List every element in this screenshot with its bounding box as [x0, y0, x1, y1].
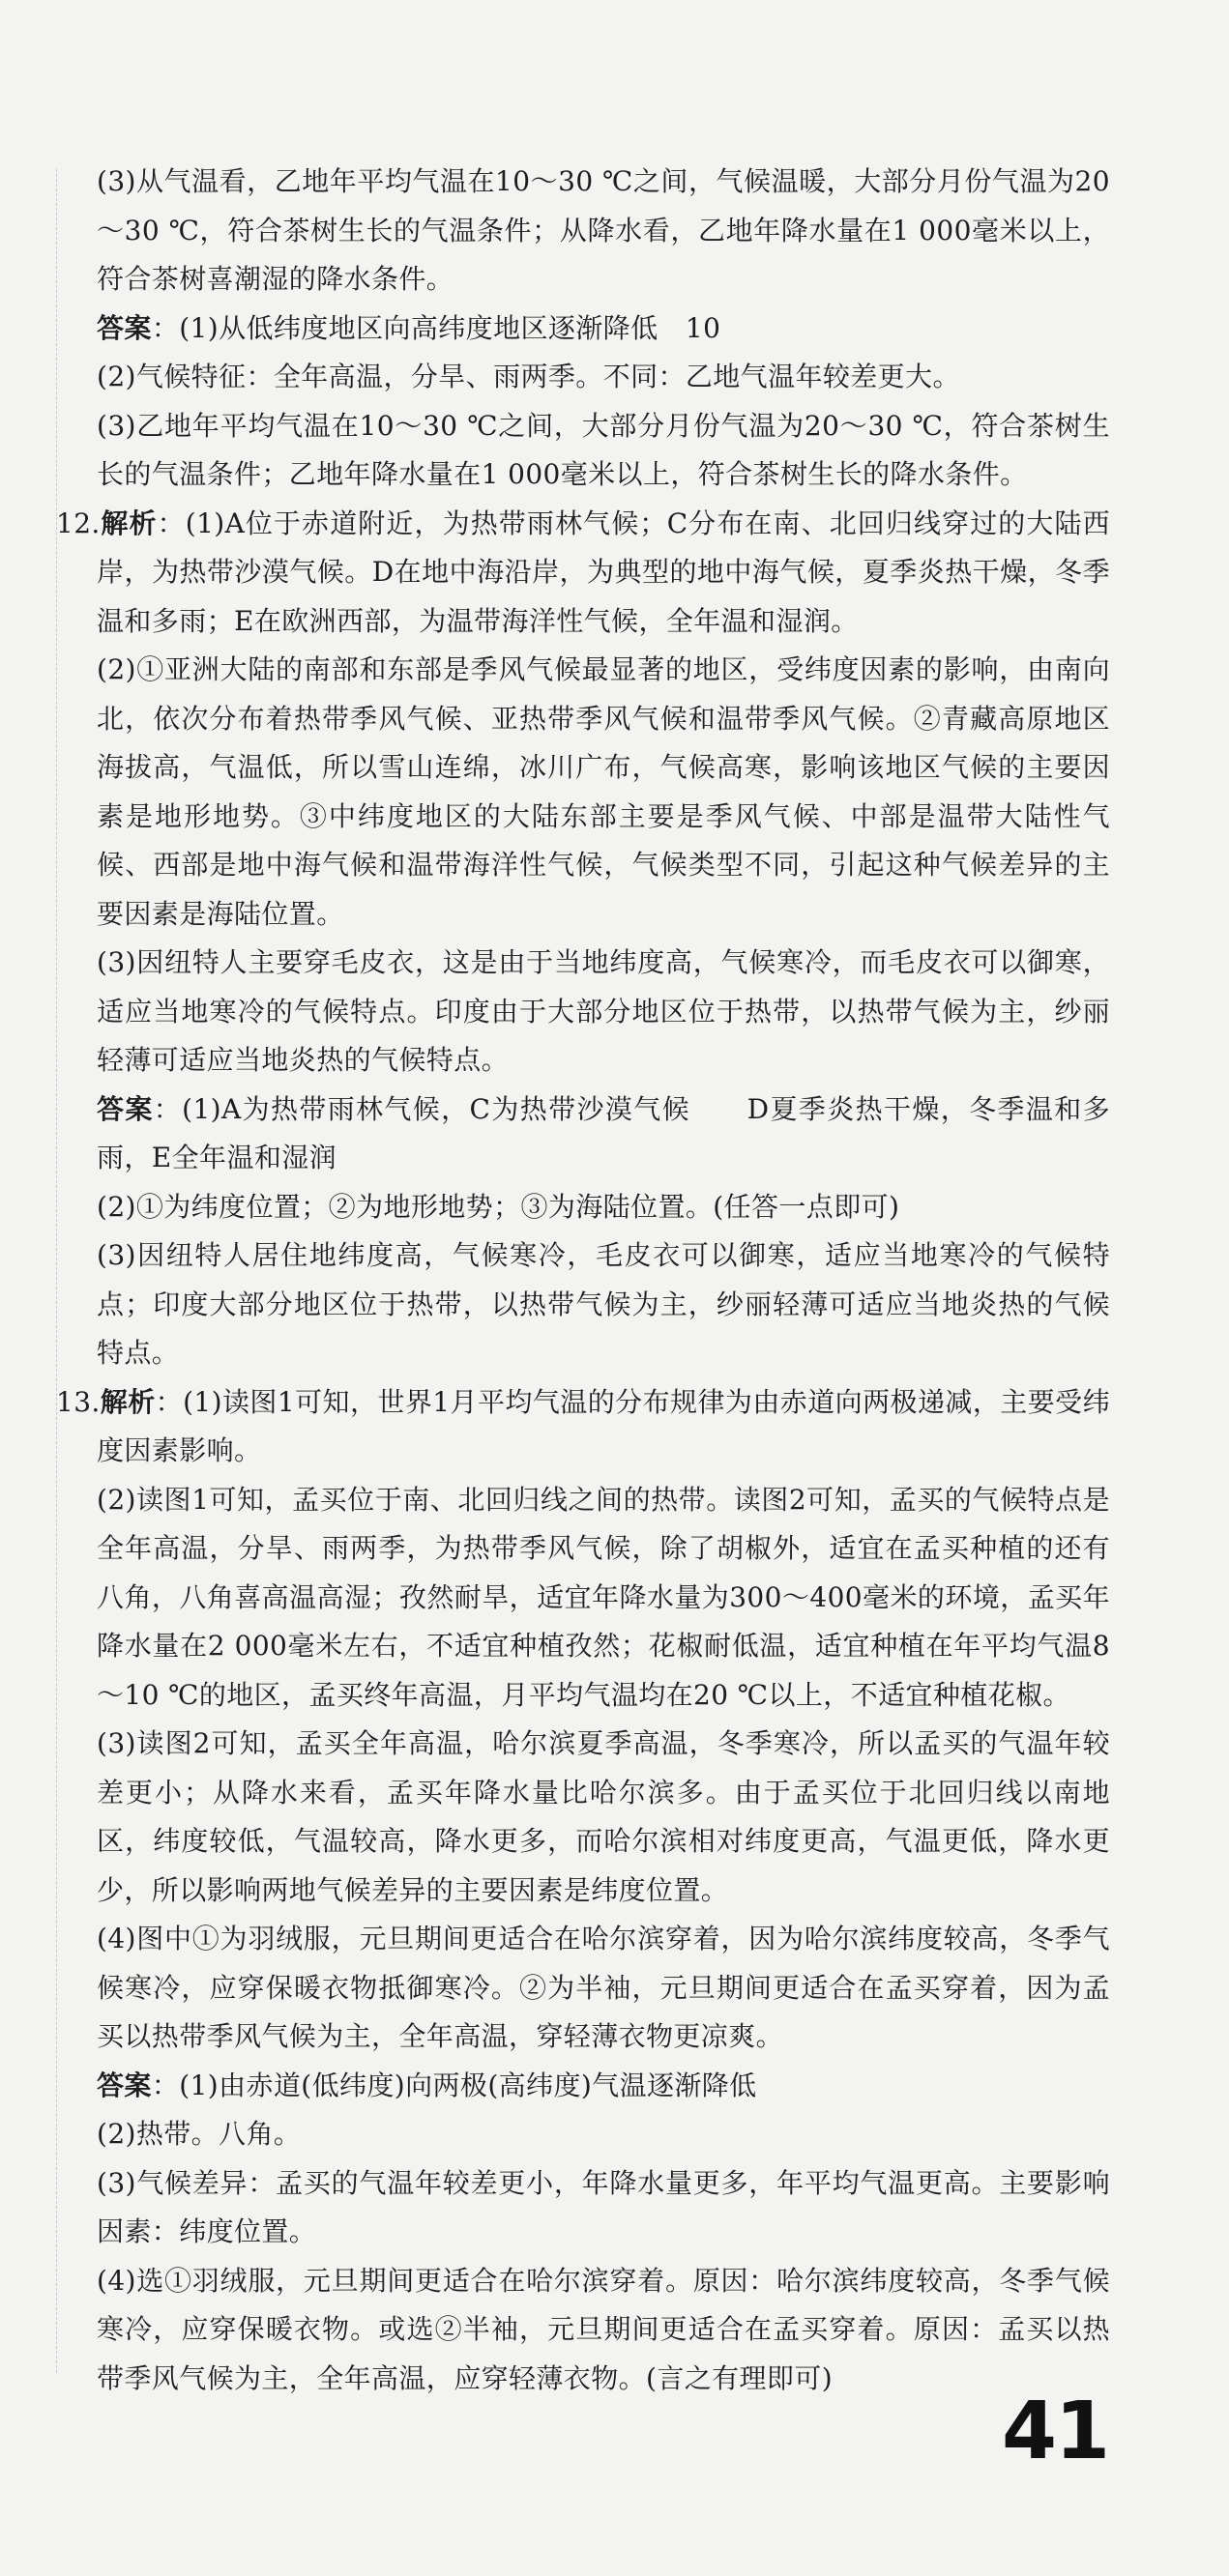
q12-part1-analysis-text: ：(1)A位于赤道附近，为热带雨林气候；C分布在南、北回归线穿过的大陆西岸，为热带沙漠气候。D在地中海沿岸，为典型的地中海气候，夏季炎热干燥，冬季温和多雨；E在欧洲西部，为温带海洋性气候，全年温和湿润。 [97, 507, 1110, 637]
q13-analysis-label: 解析 [100, 1385, 156, 1418]
q13-part1-analysis [56, 1378, 1110, 1476]
q11-answer-part2: (2)气候特征：全年高温，分旱、雨两季。不同：乙地气温年较差更大。 [97, 361, 960, 392]
page-number: 41 [1002, 2386, 1109, 2477]
q12-part2-analysis: (2)①亚洲大陆的南部和东部是季风气候最显著的地区，受纬度因素的影响，由南向北，依次分布着热带季风气候、亚热带季风气候和温带季风气候。②青藏高原地区海拔高，气温低，所以雪山连绵，冰川广布，气候高寒，影响该地区气候的主要因素是地形地势。③中纬度地区的大陆东部主要是季风气候、中部是温带大陆性气候、西部是地中海气候和温带海洋性气候，气候类型不同，引起这种气候差异的主要因素是海陆位置。 [97, 653, 1110, 930]
q13-part4-analysis: (4)图中①为羽绒服，元旦期间更适合在哈尔滨穿着，因为哈尔滨纬度较高，冬季气候寒冷，应穿保暖衣物抵御寒冷。②为半袖，元旦期间更适合在孟买穿着，因为孟买以热带季风气候为主，全年高温，穿轻薄衣物更凉爽。 [97, 1923, 1110, 2052]
q13-part2-analysis: (2)读图1可知，孟买位于南、北回归线之间的热带。读图2可知，孟买的气候特点是全年高温，分旱、雨两季，为热带季风气候，除了胡椒外，适宜在孟买种植的还有八角，八角喜高温高湿；孜然耐旱，适宜年降水量为300～400毫米的环境，孟买年降水量在2 000毫米左右，不适宜种植孜然；花椒耐低温，适宜种植在年平均气温8～10 ℃的地区，孟买终年高温，月平均气温均在20 ℃以上，不适宜种植花椒。 [97, 1483, 1110, 1711]
q11-part3-analysis: (3)从气温看，乙地年平均气温在10～30 ℃之间，气候温暖，大部分月份气温为20～30 ℃，符合茶树生长的气温条件；从降水看，乙地年降水量在1 000毫米以上，符合茶树喜潮湿的降水条件。 [97, 165, 1110, 295]
q11-answer-label: 答案 [97, 311, 152, 344]
q13-number: 13. [56, 1385, 101, 1418]
q13-part1-analysis-text: ：(1)读图1可知，世界1月平均气温的分布规律为由赤道向两极递减，主要受纬度因素影响。 [97, 1385, 1110, 1466]
q13-answer-part4: (4)选①羽绒服，元旦期间更适合在哈尔滨穿着。原因：哈尔滨纬度较高，冬季气候寒冷，应穿保暖衣物。或选②半袖，元旦期间更适合在孟买穿着。原因：孟买以热带季风气候为主，全年高温，应穿轻薄衣物。(言之有理即可) [97, 2264, 1110, 2394]
q12-answer-part1-text: ：(1)A为热带雨林气候，C为热带沙漠气候 D夏季炎热干燥，冬季温和多雨，E全年温和湿润 [97, 1092, 1110, 1173]
q13-answer-part1 [56, 2062, 1110, 2111]
q12-answer-part1 [56, 1085, 1110, 1183]
q12-part3-analysis: (3)因纽特人主要穿毛皮衣，这是由于当地纬度高，气候寒冷，而毛皮衣可以御寒，适应当地寒冷的气候特点。印度由于大部分地区位于热带，以热带气候为主，纱丽轻薄可适应当地炎热的气候特点。 [97, 946, 1110, 1076]
q11-answer-part3: (3)乙地年平均气温在10～30 ℃之间，大部分月份气温为20～30 ℃，符合茶树生长的气温条件；乙地年降水量在1 000毫米以上，符合茶树生长的降水条件。 [97, 409, 1110, 490]
answer-content [56, 158, 1110, 2403]
q13-part3-analysis: (3)读图2可知，孟买全年高温，哈尔滨夏季高温，冬季寒冷，所以孟买的气温年较差更小；从降水来看，孟买年降水量比哈尔滨多。由于孟买位于北回归线以南地区，纬度较低，气温较高，降水更多，而哈尔滨相对纬度更高，气温更低，降水更少，所以影响两地气候差异的主要因素是纬度位置。 [97, 1727, 1110, 1906]
q12-answer-part3: (3)因纽特人居住地纬度高，气候寒冷，毛皮衣可以御寒，适应当地寒冷的气候特点；印度大部分地区位于热带，以热带气候为主，纱丽轻薄可适应当地炎热的气候特点。 [97, 1239, 1110, 1369]
q13-answer-part1-text: ：(1)由赤道(低纬度)向两极(高纬度)气温逐渐降低 [151, 2069, 757, 2101]
q11-answer-part1 [56, 304, 1110, 354]
q12-analysis-label: 解析 [100, 507, 158, 539]
q13-answer-part2: (2)热带。八角。 [97, 2118, 302, 2150]
q13-answer-part3: (3)气候差异：孟买的气温年较差更小，年降水量更多，年平均气温更高。主要影响因素：纬度位置。 [97, 2166, 1110, 2247]
q13-answer-label: 答案 [97, 2069, 152, 2101]
q12-number: 12. [56, 507, 101, 539]
q12-answer-label: 答案 [97, 1092, 154, 1125]
q12-answer-part2: (2)①为纬度位置；②为地形地势；③为海陆位置。(任答一点即可) [97, 1190, 900, 1223]
q12-part1-analysis [56, 500, 1110, 647]
q11-answer-part1-text: ：(1)从低纬度地区向高纬度地区逐渐降低 10 [151, 311, 721, 344]
